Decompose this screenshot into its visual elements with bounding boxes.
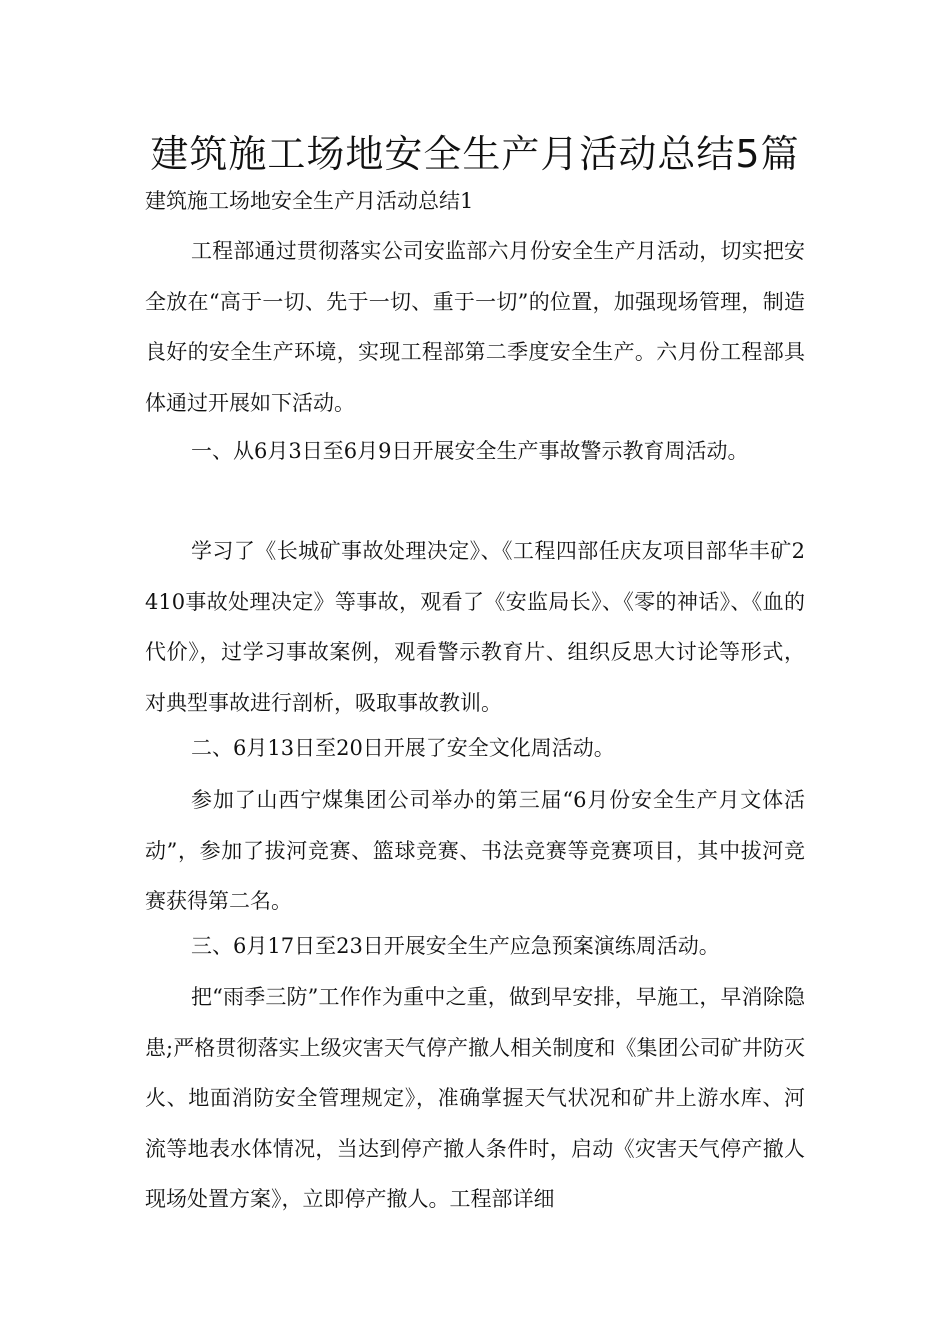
document-subtitle: 建筑施工场地安全生产月活动总结1 [145, 189, 474, 213]
section-1-heading: 一、从6月3日至6月9日开展安全生产事故警示教育周活动。 [191, 439, 749, 463]
section-1-body: 学习了《长城矿事故处理决定》、《工程四部任庆友项目部华丰矿2410事故处理决定》等事故，观看了《安监局长》、《零的神话》、《血的代价》，过学习事故案例，观看警示教育片、组织反思大讨论等形式，对典型事故进行剖析，吸取事故教训。 [145, 539, 805, 715]
document-title: 建筑施工场地安全生产月活动总结5篇 [150, 132, 800, 176]
intro-paragraph: 工程部通过贯彻落实公司安监部六月份安全生产月活动，切实把安全放在“高于一切、先于一切、重于一切”的位置，加强现场管理，制造良好的安全生产环境，实现工程部第二季度安全生产。六月份工程部具体通过开展如下活动。 [145, 239, 805, 415]
section-2-body: 参加了山西宁煤集团公司举办的第三届“6月份安全生产月文体活动”，参加了拔河竞赛、篮球竞赛、书法竞赛等竞赛项目，其中拔河竞赛获得第二名。 [145, 788, 805, 914]
section-3-body: 把“雨季三防”工作作为重中之重，做到早安排，早施工，早消除隐患;严格贯彻落实上级灾害天气停产撤人相关制度和《集团公司矿井防灭火、地面消防安全管理规定》，准确掌握天气状况和矿井上游水库、河流等地表水体情况，当达到停产撤人条件时，启动《灾害天气停产撤人现场处置方案》，立即停产撤人。工程部详细 [145, 985, 805, 1212]
section-3-heading: 三、6月17日至23日开展安全生产应急预案演练周活动。 [191, 934, 720, 958]
section-2-heading: 二、6月13日至20日开展了安全文化周活动。 [191, 736, 615, 760]
